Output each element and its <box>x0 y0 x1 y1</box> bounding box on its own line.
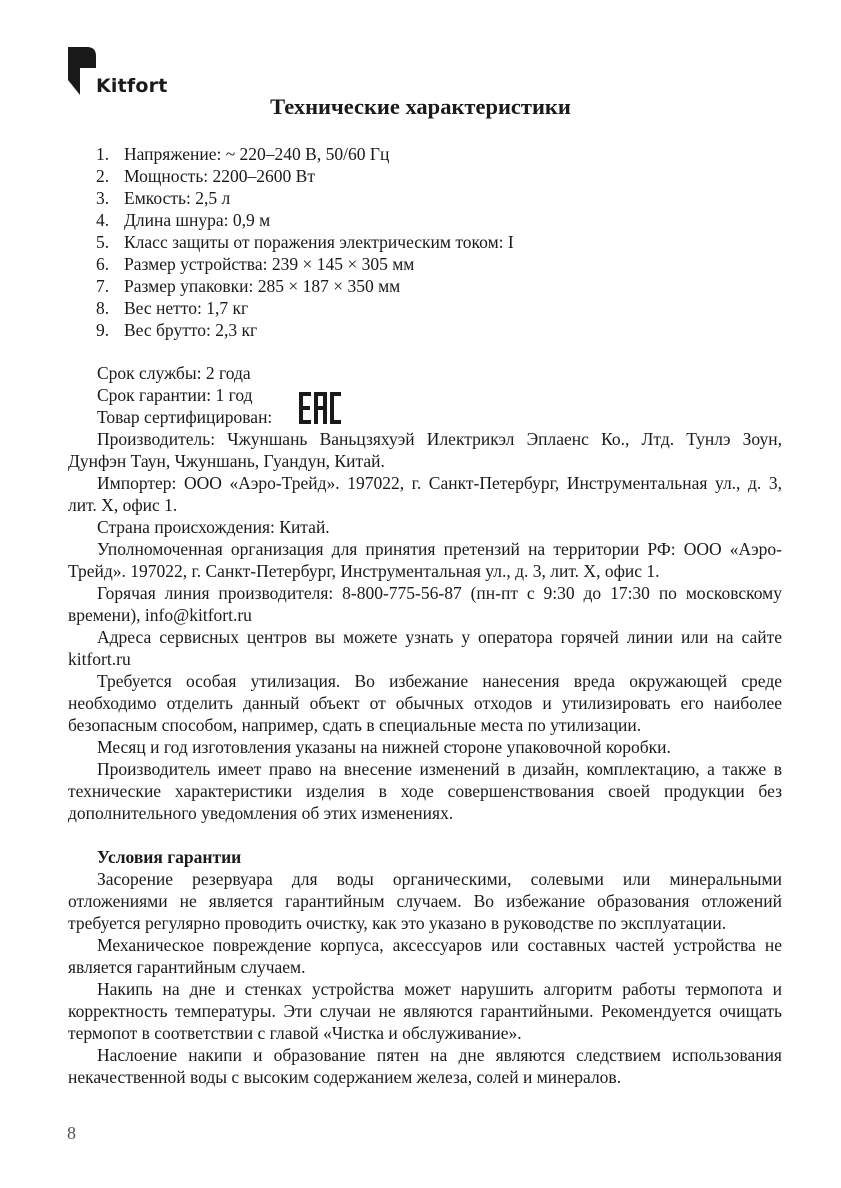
warranty-paragraph: Засорение резервуара для воды органическими, солевыми или минеральными отложениями не является гарантийным случаем. Во избежание образования отложений требуется регулярно проводить очистку, как это указано в руководстве по эксплуатации. <box>68 869 782 933</box>
authorized-organization: Уполномоченная организация для принятия претензий на территории РФ: ООО «Аэро-Трейд». 197022, г. Санкт-Петербург, Инструментальная ул., д. 3, лит. Х, офис 1. <box>68 539 782 581</box>
certification-line <box>68 406 782 428</box>
spec-item: 3. Емкость: 2,5 л <box>96 188 231 208</box>
spec-item: 8. Вес нетто: 1,7 кг <box>96 298 249 318</box>
brand-name: Kitfort <box>96 75 168 97</box>
spec-item: 4. Длина шнура: 0,9 м <box>96 210 271 230</box>
service-life: Срок службы: 2 года <box>97 363 251 383</box>
eac-mark-icon <box>299 392 341 424</box>
body-text <box>68 362 782 1088</box>
warranty-section-title: Условия гарантии <box>97 847 242 867</box>
warranty-paragraph: Накипь на дне и стенках устройства может нарушить алгоритм работы термопота и корректность температуры. Эти случаи не являются гарантийными. Рекомендуется очищать термопот в соответствии с главой «Чистка и обслуживание». <box>68 979 782 1043</box>
warranty-paragraph: Механическое повреждение корпуса, аксессуаров или составных частей устройства не является гарантийным случаем. <box>68 935 782 977</box>
page-title: Технические характеристики <box>270 94 571 119</box>
spec-item: 7. Размер упаковки: 285 × 187 × 350 мм <box>96 276 401 296</box>
warranty-period: Срок гарантии: 1 год <box>97 385 253 405</box>
importer: Импортер: ООО «Аэро-Трейд». 197022, г. Санкт-Петербург, Инструментальная ул., д. 3, лит. Х, офис 1. <box>68 473 782 515</box>
manufacturer: Производитель: Чжуншань Ваньцзяхуэй Илектрикэл Эплаенс Ко., Лтд. Тунлэ Зоун, Дунфэн Таун, Чжуншань, Гуандун, Китай. <box>68 429 782 471</box>
kitfort-logo <box>68 47 178 97</box>
hotline: Горячая линия производителя: 8-800-775-56-87 (пн-пт с 9:30 до 17:30 по московскому времени), info@kitfort.ru <box>68 583 782 625</box>
spec-item: 9. Вес брутто: 2,3 кг <box>96 320 258 340</box>
spec-item: 5. Класс защиты от поражения электрическим током: I <box>96 232 514 252</box>
spec-item: 2. Мощность: 2200–2600 Вт <box>96 166 315 186</box>
warranty-paragraph: Наслоение накипи и образование пятен на дне являются следствием использования некачественной воды с высоким содержанием железа, солей и минералов. <box>68 1045 782 1087</box>
spec-item: 1. Напряжение: ~ 220–240 В, 50/60 Гц <box>96 144 390 164</box>
spec-list <box>96 143 514 341</box>
manufacture-date-note: Месяц и год изготовления указаны на нижней стороне упаковочной коробки. <box>97 737 671 757</box>
changes-note: Производитель имеет право на внесение изменений в дизайн, комплектацию, а также в технические характеристики изделия в ходе совершенствования своей продукции без дополнительного уведомления об этих изменениях. <box>68 759 782 823</box>
disposal-note: Требуется особая утилизация. Во избежание нанесения вреда окружающей среде необходимо отделить данный объект от обычных отходов и утилизировать его наиболее безопасным способом, например, сдать в специальные места по утилизации. <box>68 671 782 735</box>
country-of-origin: Страна происхождения: Китай. <box>97 517 330 537</box>
spec-item: 6. Размер устройства: 239 × 145 × 305 мм <box>96 254 415 274</box>
service-centers: Адреса сервисных центров вы можете узнать у оператора горячей линии или на сайте kitfort.ru <box>68 627 782 669</box>
certified-label: Товар сертифицирован: <box>97 407 273 427</box>
page-number: 8 <box>67 1123 76 1143</box>
kitfort-logo-icon <box>68 47 96 95</box>
